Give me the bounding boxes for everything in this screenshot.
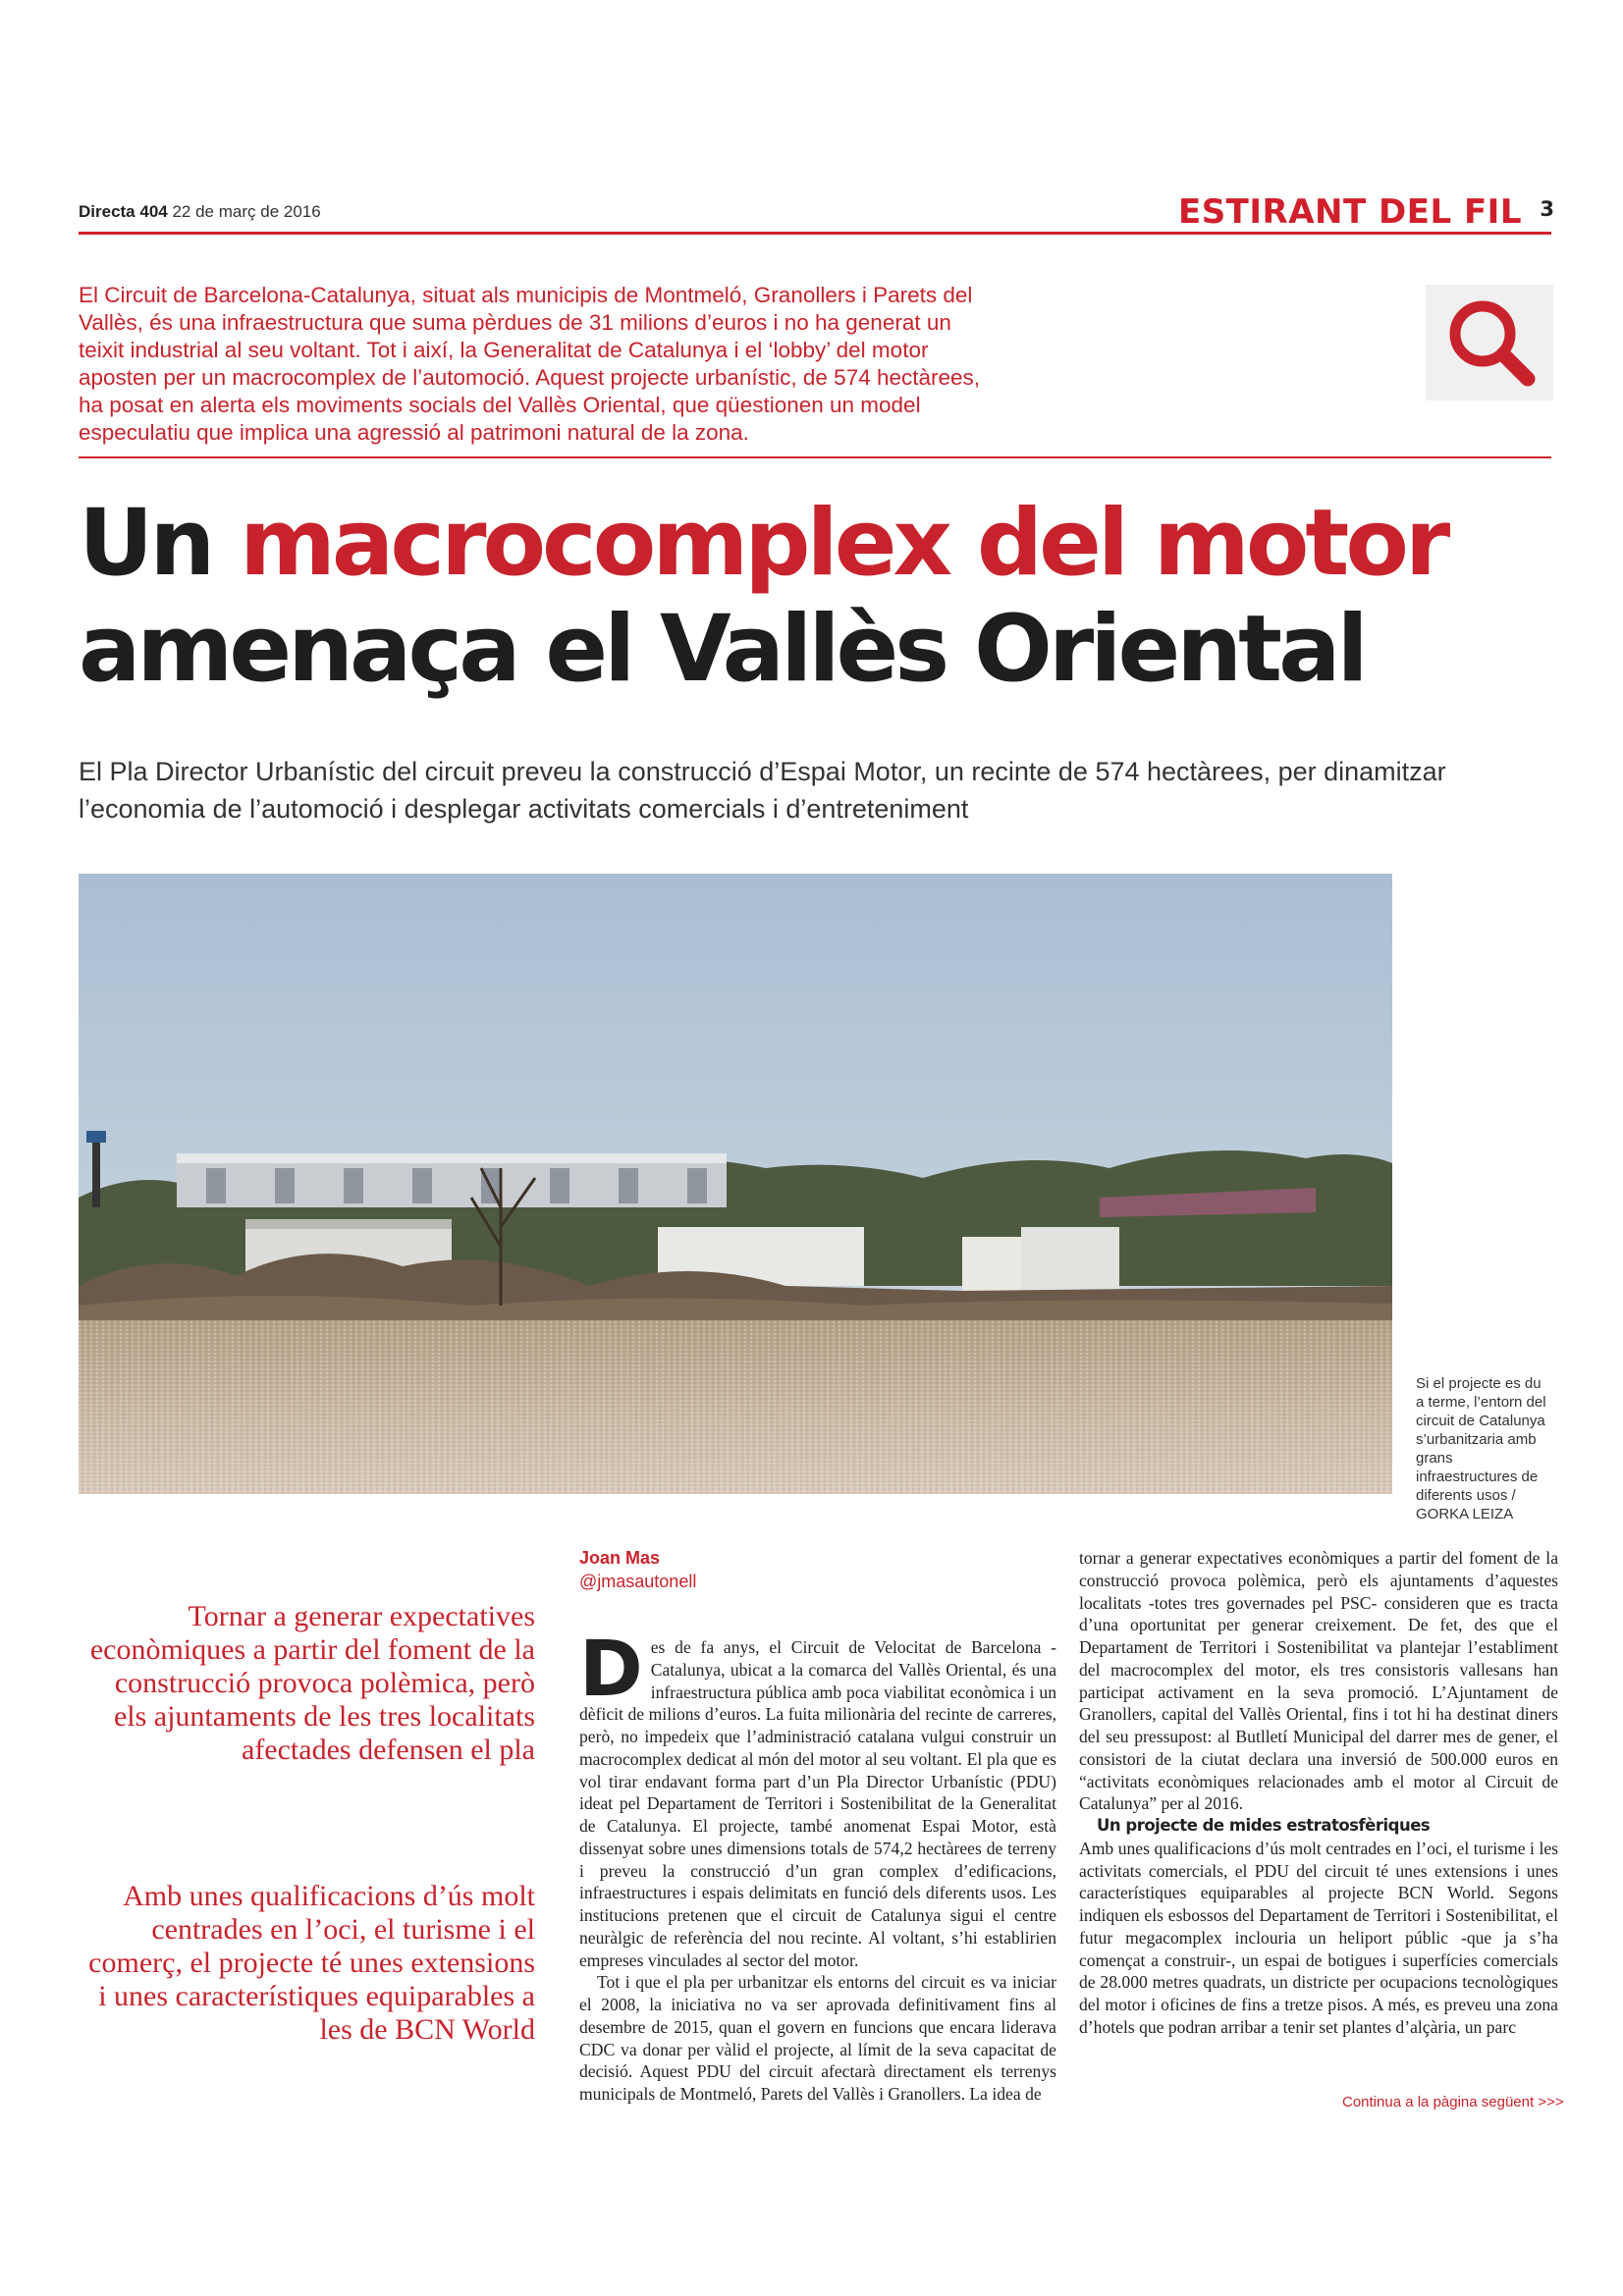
headline-highlight: macrocomplex del motor <box>239 490 1447 597</box>
intro-text: El Circuit de Barcelona-Catalunya, situat als municipis de Montmeló, Granollers i Parets del Vallès, és una infraestructura que suma pèrdues de 31 milions d’euros i no ha generat un teixit industrial al seu voltant. Tot i així, la Generalitat de Catalunya i el ‘lobby’ del motor aposten per un macrocomplex de l’automoció. Aquest projecte urbanístic, de 574 hectàrees, ha posat en alerta els moviments socials del Vallès Oriental, que qüestionen un model especulatiu que implica una agressió al patrimoni natural de la zona. <box>79 283 981 445</box>
headline-part-1: Un <box>79 490 240 597</box>
subtitle: El Pla Director Urbanístic del circuit preveu la construcció d’Espai Motor, un recinte de 574 hectàrees, per dinamitzar l’economia de l’automoció i desplegar activitats comercials i d’entreteniment <box>79 757 1446 824</box>
section-title: ESTIRANT DEL FIL <box>1177 192 1522 232</box>
headline <box>79 491 1551 703</box>
header-rule <box>79 232 1551 235</box>
body-paragraph: Tot i que el pla per urbanitzar els entorns del circuit es va iniciar el 2008, la iniciativa no va ser aprovada definitivament fins al desembre de 2015, quan el govern en funcions que encara liderava CDC va donar per vàlid el projecte, al límit de la seva capacitat de decisió. Aquest PDU del circuit afectarà directament els terrenys municipals de Montmeló, Parets del Vallès i Granollers. La idea de <box>579 1972 1056 2104</box>
page-number: 3 <box>1540 197 1554 221</box>
search-icon <box>1426 285 1553 400</box>
section-subhead: Un projecte de mides estratosfèriques <box>1097 1816 1431 1835</box>
issue-date: 22 de març de 2016 <box>172 202 321 221</box>
body-column-1 <box>579 1626 1056 2106</box>
drop-cap: D <box>579 1626 643 1714</box>
article-photo <box>79 874 1392 1494</box>
author-handle[interactable]: @jmasautonell <box>579 1572 697 1591</box>
continue-link[interactable]: Continua a la pàgina següent >>> <box>1342 2094 1564 2110</box>
byline <box>579 1547 696 1592</box>
paragraph-text: es de fa anys, el Circuit de Velocitat de Barcelona - Catalunya, ubicat a la comarca del Vallès Oriental, és una infraestructura pública amb poca viabilitat econòmica i un dèficit de milions d’euros. La fuita milionària del recinte de carreres, però, no impedeix que l’administració catalana vulgui construir un macrocomplex dedicat al món del motor al seu voltant. El pla que es vol tirar endavant forma part d’un Pla Director Urbanístic (PDU) ideat pel Departament de Territori i Sostenibilitat de la Generalitat de Catalunya. El projecte, també anomenat Espai Motor, està dissenyat sobre unes dimensions totals de 574,2 hectàrees de terreny i preveu la construcció d’un gran complex d’edificacions, infraestructures i espais delimitats en funció dels diferents usos. Les institucions pretenen que el circuit de Catalunya sigui el centre neuràlgic de referència del nou recinte. Al voltant, s’hi establirien empreses vinculades al sector del motor. <box>579 1637 1056 1970</box>
pull-quote-1: Tornar a generar expectatives econòmiques a partir del foment de la construcció provoca polèmica, però els ajuntaments de les tres localitats afectades defensen el pla <box>89 1600 535 1766</box>
body-paragraph: tornar a generar expectatives econòmiques a partir del foment de la construcció provoca polèmica, però els ajuntaments d’aquestes localitats -totes tres governades pel PSC- consideren que es tracta d’una oportunitat per generar creixement. De fet, des que el Departament de Territori i Sostenibilitat va plantejar l’establiment del macrocomplex del motor, els tres consistoris vallesans han participat activament en la seva promoció. L’Ajuntament de Granollers, capital del Vallès Oriental, fins i tot hi ha destinat diners del seu pressupost: al Butlletí Municipal del darrer mes de gener, el consistori de la ciutat declara una inversió de 500.000 euros en “activitats econòmiques relacionades amb el motor al Circuit de Catalunya” per al 2016. <box>1079 1548 1558 1814</box>
publication-name: Directa 404 <box>79 202 168 221</box>
issue-info <box>79 202 321 222</box>
headline-part-2: amenaça el Vallès Oriental <box>79 596 1365 703</box>
author-name: Joan Mas <box>579 1548 661 1568</box>
body-paragraph: Amb unes qualificacions d’ús molt centrades en l’oci, el turisme i les activitats comercials, el PDU del circuit té unes extensions i unes característiques equiparables al projecte BCN World. Segons indiquen els esbossos del Departament de Territori i Sostenibilitat, el futur megacomplex inclouria un heliport públic -que ja s’ha començat a construir-, un espai de botigues i superfícies comercials de 28.000 metres quadrats, un districte per ocupacions tecnològiques del motor i oficines de fins a tretze pisos. A més, es preveu una zona d’hotels que podran arribar a tenir set plantes d’alçària, un parc <box>1079 1838 1558 2037</box>
body-column-2 <box>1079 1547 1558 2039</box>
intro-rule <box>79 456 1551 458</box>
body-paragraph <box>579 1626 1056 1971</box>
photo-caption: Si el projecte es du a terme, l’entorn del circuit de Catalunya s’urbanitzaria amb grans infraestructures de diferents usos / GORKA LEIZA <box>1416 1375 1546 1522</box>
pull-quote-2: Amb unes qualificacions d’ús molt centrades en l’oci, el turisme i el comerç, el projecte té unes extensions i unes característiques equiparables a les de BCN World <box>88 1880 535 2046</box>
